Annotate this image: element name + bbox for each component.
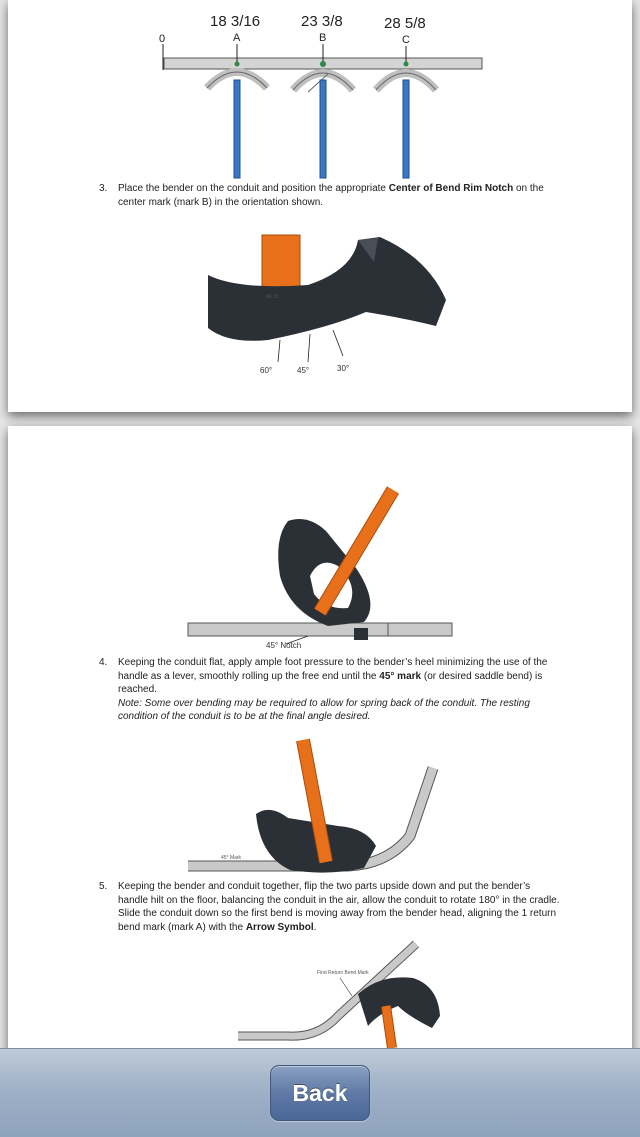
notch-label: 45° Notch (266, 641, 302, 650)
svg-text:96 30: 96 30 (266, 294, 279, 300)
document-page-2 (8, 426, 632, 1136)
mark-a-dimension: 18 3/16 (210, 13, 261, 30)
mark-b-dimension: 23 3/8 (301, 13, 343, 30)
angle-45-label: 45° (297, 366, 310, 375)
angle-30-label: 30° (337, 364, 350, 373)
mark-c-letter: C (402, 34, 410, 46)
angle-60-label: 60° (260, 366, 273, 375)
zero-label: 0 (159, 33, 166, 45)
bender-head-closeup (208, 237, 446, 341)
return-mark-label: First Return Bend Mark (317, 970, 369, 976)
step-4-text: 4. Keeping the conduit flat, apply ample foot pressure to the bender’s heel minimizing the use of the handle as a lever, smoothly rolling up the free end until the 45° mark (or desired saddle bend) is reached. Note: Some over bending may be required to allow for spring back of the conduit. The resting condition of the conduit is to be at the final angle desired. (118, 656, 562, 724)
rim-notch-diagram (8, 0, 632, 412)
return-bend-diagram (8, 426, 632, 1136)
mark-45-label: 45° Mark (221, 855, 242, 861)
step-3-text: 3. Place the bender on the conduit and position the appropriate Center of Bend Rim Notch on the center mark (mark B) in the orientation shown. (99, 183, 544, 208)
document-page-1 (8, 0, 632, 412)
mark-a-letter: A (233, 32, 241, 44)
mark-b-letter: B (319, 32, 327, 44)
back-button[interactable]: Back (270, 1065, 370, 1121)
step-5-text: 5. Keeping the bender and conduit together, flip the two parts upside down and put the bender’s handle hilt on the floor, balancing the conduit in the air, allow the conduit to rotate 180° in the cradle. Slide the conduit down so the first bend is moving away from the bender head, aligning the 1 return bend mark (mark A) with the Arrow Symbol. (99, 881, 560, 933)
bottom-toolbar (0, 1048, 640, 1137)
step-4-note: Note: Some over bending may be required to allow for spring back of the conduit. The resting condition of the conduit is to be at the final angle desired. (118, 697, 530, 722)
mark-c-dimension: 28 5/8 (384, 15, 426, 32)
